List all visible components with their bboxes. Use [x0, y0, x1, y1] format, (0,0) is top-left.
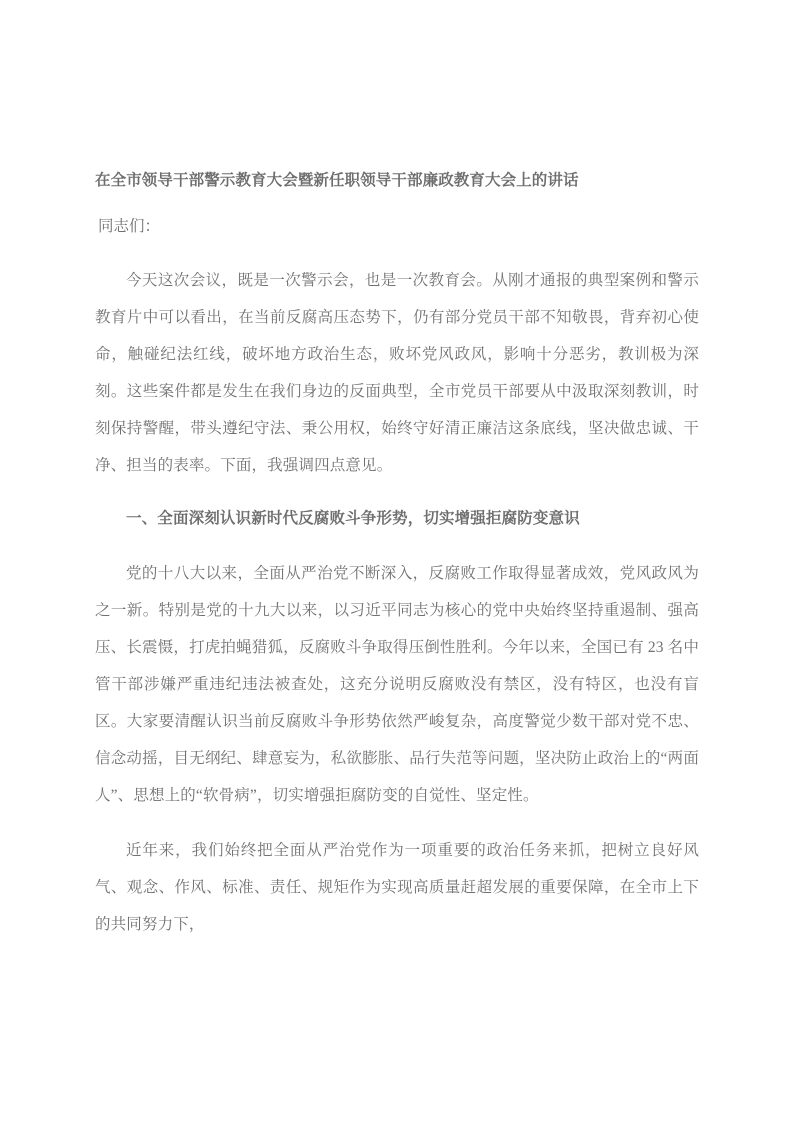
page-title: 在全市领导干部警示教育大会暨新任职领导干部廉政教育大会上的讲话 — [95, 172, 579, 189]
body-paragraph-2: 党的十八大以来，全面从严治党不断深入，反腐败工作取得显著成效，党风政风为之一新。特别是党的十九大以来，以习近平同志为核心的党中央始终坚持重遏制、强高压、长震慑，打虎拍蝇猎狐，反腐败斗争取得压倒性胜利。今年以来，全国已有 23 名中管干部涉嫌严重违纪违法被查处，这充分说明反腐败没有禁区，没有特区，也没有盲区。大家要清醒认识当前反腐败斗争形势依然严峻复杂，高度警觉少数干部对党不忠、信念动摇，目无纲纪、肆意妄为，私欲膨胀、品行失范等问题，坚决防止政治上的“两面人”、思想上的“软骨病”，切实增强拒腐防变的自觉性、坚定性。 — [95, 565, 699, 804]
section-heading-1: 一、全面深刻认识新时代反腐败斗争形势，切实增强拒腐防变意识 — [126, 510, 580, 527]
body-paragraph-3: 近年来，我们始终把全面从严治党作为一项重要的政治任务来抓，把树立良好风气、观念、作风、标准、责任、规矩作为实现高质量赶超发展的重要保障，在全市上下的共同努力下， — [95, 842, 699, 933]
body-paragraph-1: 今天这次会议，既是一次警示会，也是一次教育会。从刚才通报的典型案例和警示教育片中可以看出，在当前反腐高压态势下，仍有部分党员干部不知敬畏，背弃初心使命，触碰纪法红线，破坏地方政治生态，败坏党风政风，影响十分恶劣，教训极为深刻。这些案件都是发生在我们身边的反面典型，全市党员干部要从中汲取深刻教训，时刻保持警醒，带头遵纪守法、秉公用权，始终守好清正廉洁这条底线，坚决做忠诚、干净、担当的表率。下面，我强调四点意见。 — [95, 272, 699, 474]
salutation: 同志们： — [98, 218, 161, 235]
document-content — [95, 170, 699, 943]
